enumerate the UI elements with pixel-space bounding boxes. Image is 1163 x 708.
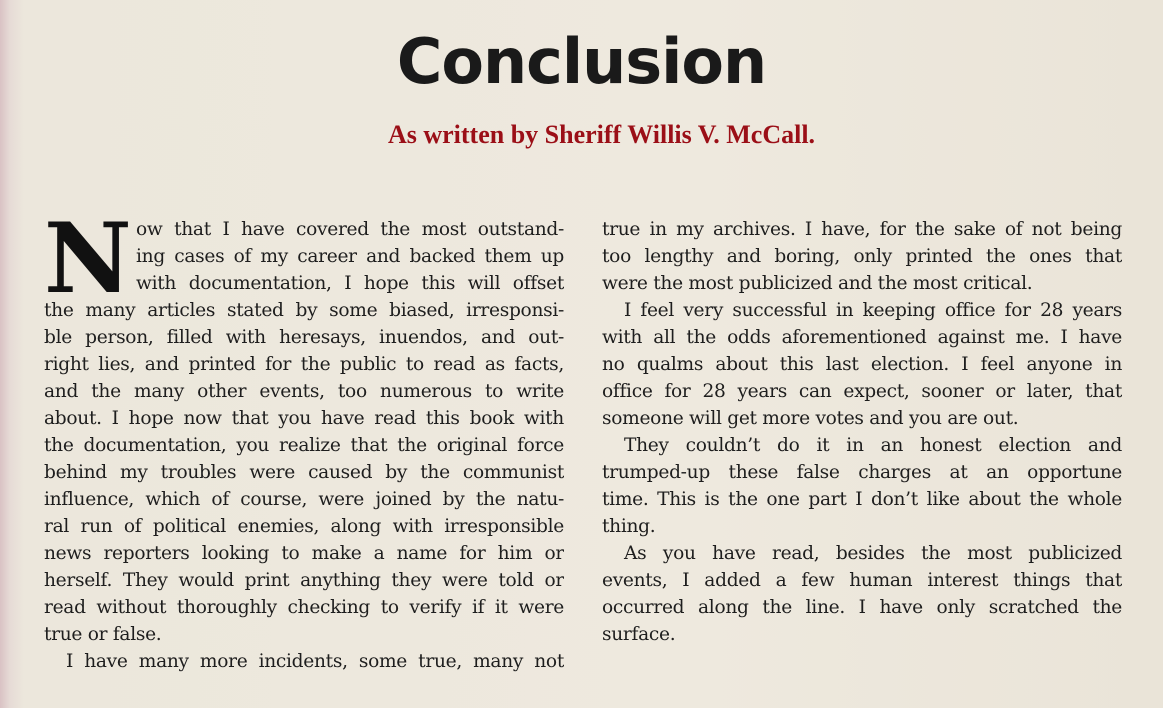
text-line: events, I added a few human interest things that bbox=[602, 570, 1122, 591]
text-line: no qualms about this last election. I feel anyone in bbox=[602, 354, 1122, 375]
text-line: time. This is the one part I don’t like about the whole bbox=[602, 489, 1122, 510]
text-line: the documentation, you realize that the original force bbox=[44, 435, 564, 456]
text-line: too lengthy and boring, only printed the ones that bbox=[602, 246, 1122, 267]
text-line: right lies, and printed for the public to read as facts, bbox=[44, 354, 564, 375]
text-line: surface. bbox=[602, 624, 676, 645]
text-line: true in my archives. I have, for the sake of not being bbox=[602, 219, 1122, 240]
text-line: thing. bbox=[602, 516, 656, 537]
page-title: Conclusion bbox=[396, 25, 767, 98]
text-line: were the most publicized and the most critical. bbox=[602, 273, 1033, 294]
text-line: I feel very successful in keeping office for 28 years bbox=[624, 300, 1122, 321]
text-line: trumped-up these false charges at an opportune bbox=[602, 462, 1122, 483]
text-line: with all the odds aforementioned against me. I have bbox=[602, 327, 1122, 348]
text-line: ow that I have covered the most outstand- bbox=[136, 219, 564, 240]
text-line: occurred along the line. I have only scratched the bbox=[602, 597, 1122, 618]
text-line: behind my troubles were caused by the communist bbox=[44, 462, 564, 483]
text-line: ral run of political enemies, along with irresponsible bbox=[44, 516, 564, 537]
text-line: true or false. bbox=[44, 624, 162, 645]
text-line: I have many more incidents, some true, many not bbox=[66, 651, 564, 672]
text-line: ing cases of my career and backed them up bbox=[136, 246, 564, 267]
text-line: about. I hope now that you have read this book with bbox=[44, 408, 564, 429]
text-line: the many articles stated by some biased, irresponsi- bbox=[44, 300, 564, 321]
text-line: read without thoroughly checking to verify if it were bbox=[44, 597, 564, 618]
text-line: news reporters looking to make a name for him or bbox=[44, 543, 564, 564]
byline: As written by Sheriff Willis V. McCall. bbox=[387, 120, 816, 149]
right-column bbox=[602, 216, 1122, 648]
left-column bbox=[44, 202, 564, 675]
text-line: They couldn’t do it in an honest election and bbox=[624, 435, 1122, 456]
drop-cap: N bbox=[44, 202, 132, 315]
text-line: As you have read, besides the most publicized bbox=[624, 543, 1122, 564]
text-line: herself. They would print anything they were told or bbox=[44, 570, 564, 591]
text-line: office for 28 years can expect, sooner or later, that bbox=[602, 381, 1122, 402]
text-line: influence, which of course, were joined by the natu- bbox=[44, 489, 564, 510]
text-line: with documentation, I hope this will offset bbox=[136, 273, 564, 294]
text-line: someone will get more votes and you are out. bbox=[602, 408, 1019, 429]
text-line: ble person, filled with heresays, inuendos, and out- bbox=[44, 327, 564, 348]
text-line: and the many other events, too numerous to write bbox=[44, 381, 564, 402]
